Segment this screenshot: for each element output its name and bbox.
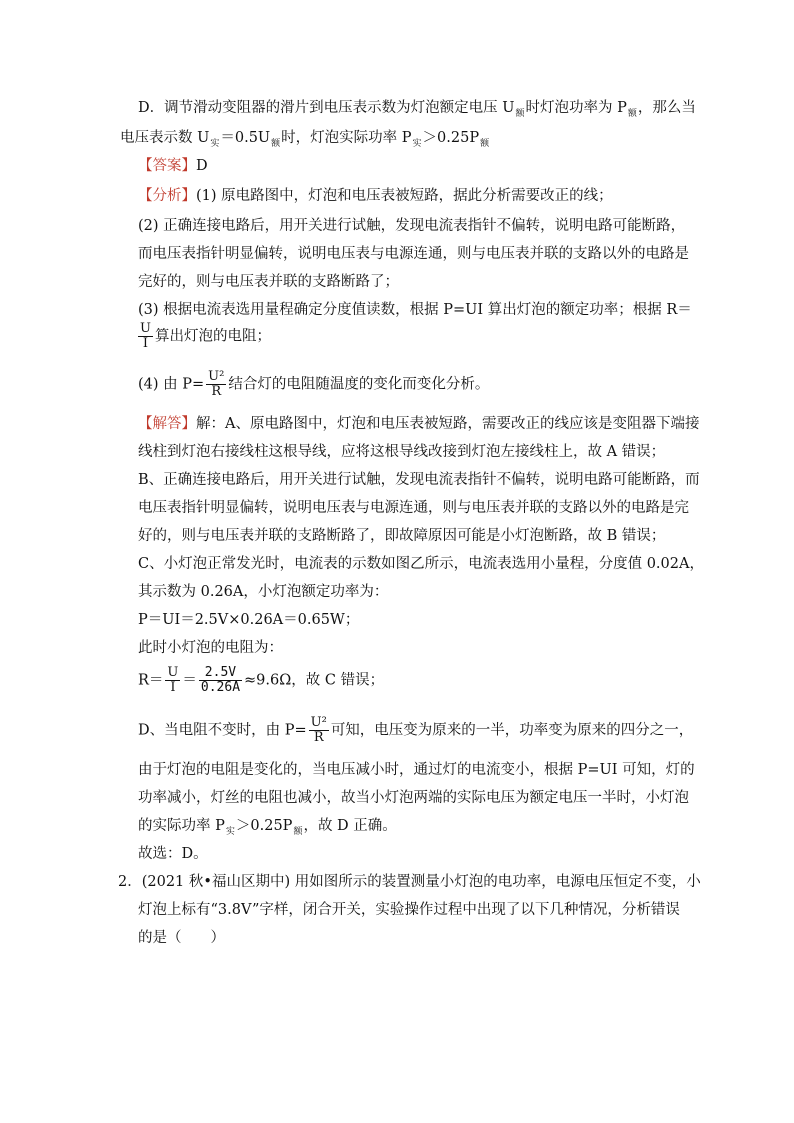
solution-line-d3 xyxy=(138,788,689,808)
analysis-line-5 xyxy=(138,300,692,320)
text: 其示数为 0.26A，小灯泡额定功率为： xyxy=(138,584,389,600)
solution-choose xyxy=(138,844,208,864)
denominator: 0.26A xyxy=(200,680,241,695)
subscript: 实 xyxy=(225,827,235,837)
solution-line-c2 xyxy=(138,582,388,602)
text: (1) 原电路图中，灯泡和电压表被短路，据此分析需要改正的线； xyxy=(196,188,613,204)
analysis-line-6 xyxy=(136,322,271,351)
text: 故选：D。 xyxy=(138,846,208,862)
text: P＝UI＝2.5V×0.26A＝0.65W； xyxy=(138,612,360,628)
analysis-line-4 xyxy=(138,272,399,292)
text: ，故 D 正确。 xyxy=(303,818,397,834)
fraction-u2-over-r xyxy=(206,370,226,399)
solution-line-d1 xyxy=(138,716,693,745)
numerator: U² xyxy=(310,715,327,730)
solution-line-b3 xyxy=(138,526,665,546)
text: ＝0.5U xyxy=(220,130,271,146)
numerator: U xyxy=(140,321,151,336)
denominator: R xyxy=(211,384,222,399)
text: 结合灯的电阻随温度的变化而变化分析。 xyxy=(228,376,490,393)
text: ＞0.25P xyxy=(235,818,293,834)
solution-line-a2 xyxy=(138,442,665,462)
numerator: U² xyxy=(208,369,225,384)
fraction-values xyxy=(199,666,242,695)
question2-line-3 xyxy=(138,928,225,948)
denominator: R xyxy=(313,730,324,745)
text: C、小灯泡正常发光时，电流表的示数如图乙所示，电流表选用小量程，分度值 0.02A， xyxy=(138,556,704,572)
solution-line-c3 xyxy=(138,610,359,630)
text: (2) 正确连接电路后，用开关进行试触，发现电流表指针不偏转，说明电路可能断路， xyxy=(138,218,686,234)
text: D．调节滑动变阻器的滑片到电压表示数为灯泡额定电压 U xyxy=(138,100,515,116)
answer-value: D xyxy=(196,158,208,174)
solution-line-b2 xyxy=(138,498,689,518)
text: 线柱到灯泡右接线柱这根导线，应将这根导线改接到灯泡左接线柱上，故 A 错误； xyxy=(138,444,666,460)
text: ＞0.25P xyxy=(422,130,480,146)
fraction-u-over-i xyxy=(165,666,180,695)
subscript: 实 xyxy=(412,139,422,149)
fraction-u2-over-r xyxy=(309,716,329,745)
text: 的是（ ） xyxy=(138,930,225,946)
subscript: 实 xyxy=(210,139,220,149)
numerator: 2.5V xyxy=(199,666,242,681)
solution-line-b1 xyxy=(138,470,700,490)
text: (4) 由 P= xyxy=(138,376,205,393)
denominator: I xyxy=(170,680,176,695)
text: 可知，电压变为原来的一半，功率变为原来的四分之一， xyxy=(330,722,694,739)
text: ＝ xyxy=(182,672,197,689)
analysis-line-7 xyxy=(138,370,489,399)
text: 时灯泡功率为 P xyxy=(525,100,627,116)
question2-line-1 xyxy=(118,872,701,892)
text: 此时小灯泡的电阻为： xyxy=(138,640,283,656)
answer-line xyxy=(138,156,208,176)
text: 的实际功率 P xyxy=(138,818,225,834)
fraction-u-over-i xyxy=(138,322,153,351)
solution-line-c4 xyxy=(138,638,283,658)
solution-line-c1 xyxy=(138,554,704,574)
analysis-line-1 xyxy=(138,186,613,206)
text: 好的，则与电压表并联的支路断路了，即故障原因可能是小灯泡断路，故 B 错误； xyxy=(138,528,666,544)
text: R＝ xyxy=(138,672,164,689)
analysis-line-3 xyxy=(138,244,689,264)
subscript: 额 xyxy=(627,109,637,119)
text: 由于灯泡的电阻是变化的，当电压减小时，通过灯的电流变小，根据 P=UI 可知，灯的 xyxy=(138,762,695,778)
solution-tag: 【解答】 xyxy=(138,416,196,432)
text: 算出灯泡的电阻； xyxy=(154,328,271,345)
subscript: 额 xyxy=(515,109,525,119)
text: 功率减小，灯丝的电阻也减小，故当小灯泡两端的实际电压为额定电压一半时，小灯泡 xyxy=(138,790,689,806)
option-d-line-2 xyxy=(120,128,490,150)
solution-line-c5 xyxy=(138,666,384,695)
text: ≈9.6Ω，故 C 错误； xyxy=(244,672,385,689)
text: 完好的，则与电压表并联的支路断路了； xyxy=(138,274,399,290)
solution-line-d4 xyxy=(138,816,397,838)
numerator: U xyxy=(167,665,179,680)
text: (3) 根据电流表选用量程确定分度值读数，根据 P=UI 算出灯泡的额定功率；根据 R＝ xyxy=(138,302,692,318)
text: 而电压表指针明显偏转，说明电压表与电源连通，则与电压表并联的支路以外的电路是 xyxy=(138,246,689,262)
denominator: I xyxy=(142,336,149,351)
text: 解：A、原电路图中，灯泡和电压表被短路，需要改正的线应该是变阻器下端接 xyxy=(196,416,700,432)
text: ，那么当 xyxy=(637,100,696,116)
subscript: 额 xyxy=(480,139,490,149)
option-d-line-1 xyxy=(138,98,696,120)
solution-line-a1 xyxy=(138,414,699,434)
subscript: 额 xyxy=(271,139,281,149)
text: 时，灯泡实际功率 P xyxy=(281,130,412,146)
text: 电压表示数 U xyxy=(120,130,210,146)
text: 灯泡上标有“3.8V”字样，闭合开关，实验操作过程中出现了以下几种情况，分析错误 xyxy=(138,902,680,918)
answer-tag: 【答案】 xyxy=(138,158,196,174)
text: 电压表指针明显偏转，说明电压表与电源连通，则与电压表并联的支路以外的电路是完 xyxy=(138,500,689,516)
text: 2．(2021 秋•福山区期中) 用如图所示的装置测量小灯泡的电功率，电源电压恒定不变，小 xyxy=(118,874,701,890)
text: B、正确连接电路后，用开关进行试触，发现电流表指针不偏转，说明电路可能断路，而 xyxy=(138,472,700,488)
solution-line-d2 xyxy=(138,760,695,780)
analysis-line-2 xyxy=(138,216,685,236)
analysis-tag: 【分析】 xyxy=(138,188,196,204)
text: D、当电阻不变时，由 P= xyxy=(138,722,307,739)
question2-line-2 xyxy=(138,900,680,920)
subscript: 额 xyxy=(293,827,303,837)
